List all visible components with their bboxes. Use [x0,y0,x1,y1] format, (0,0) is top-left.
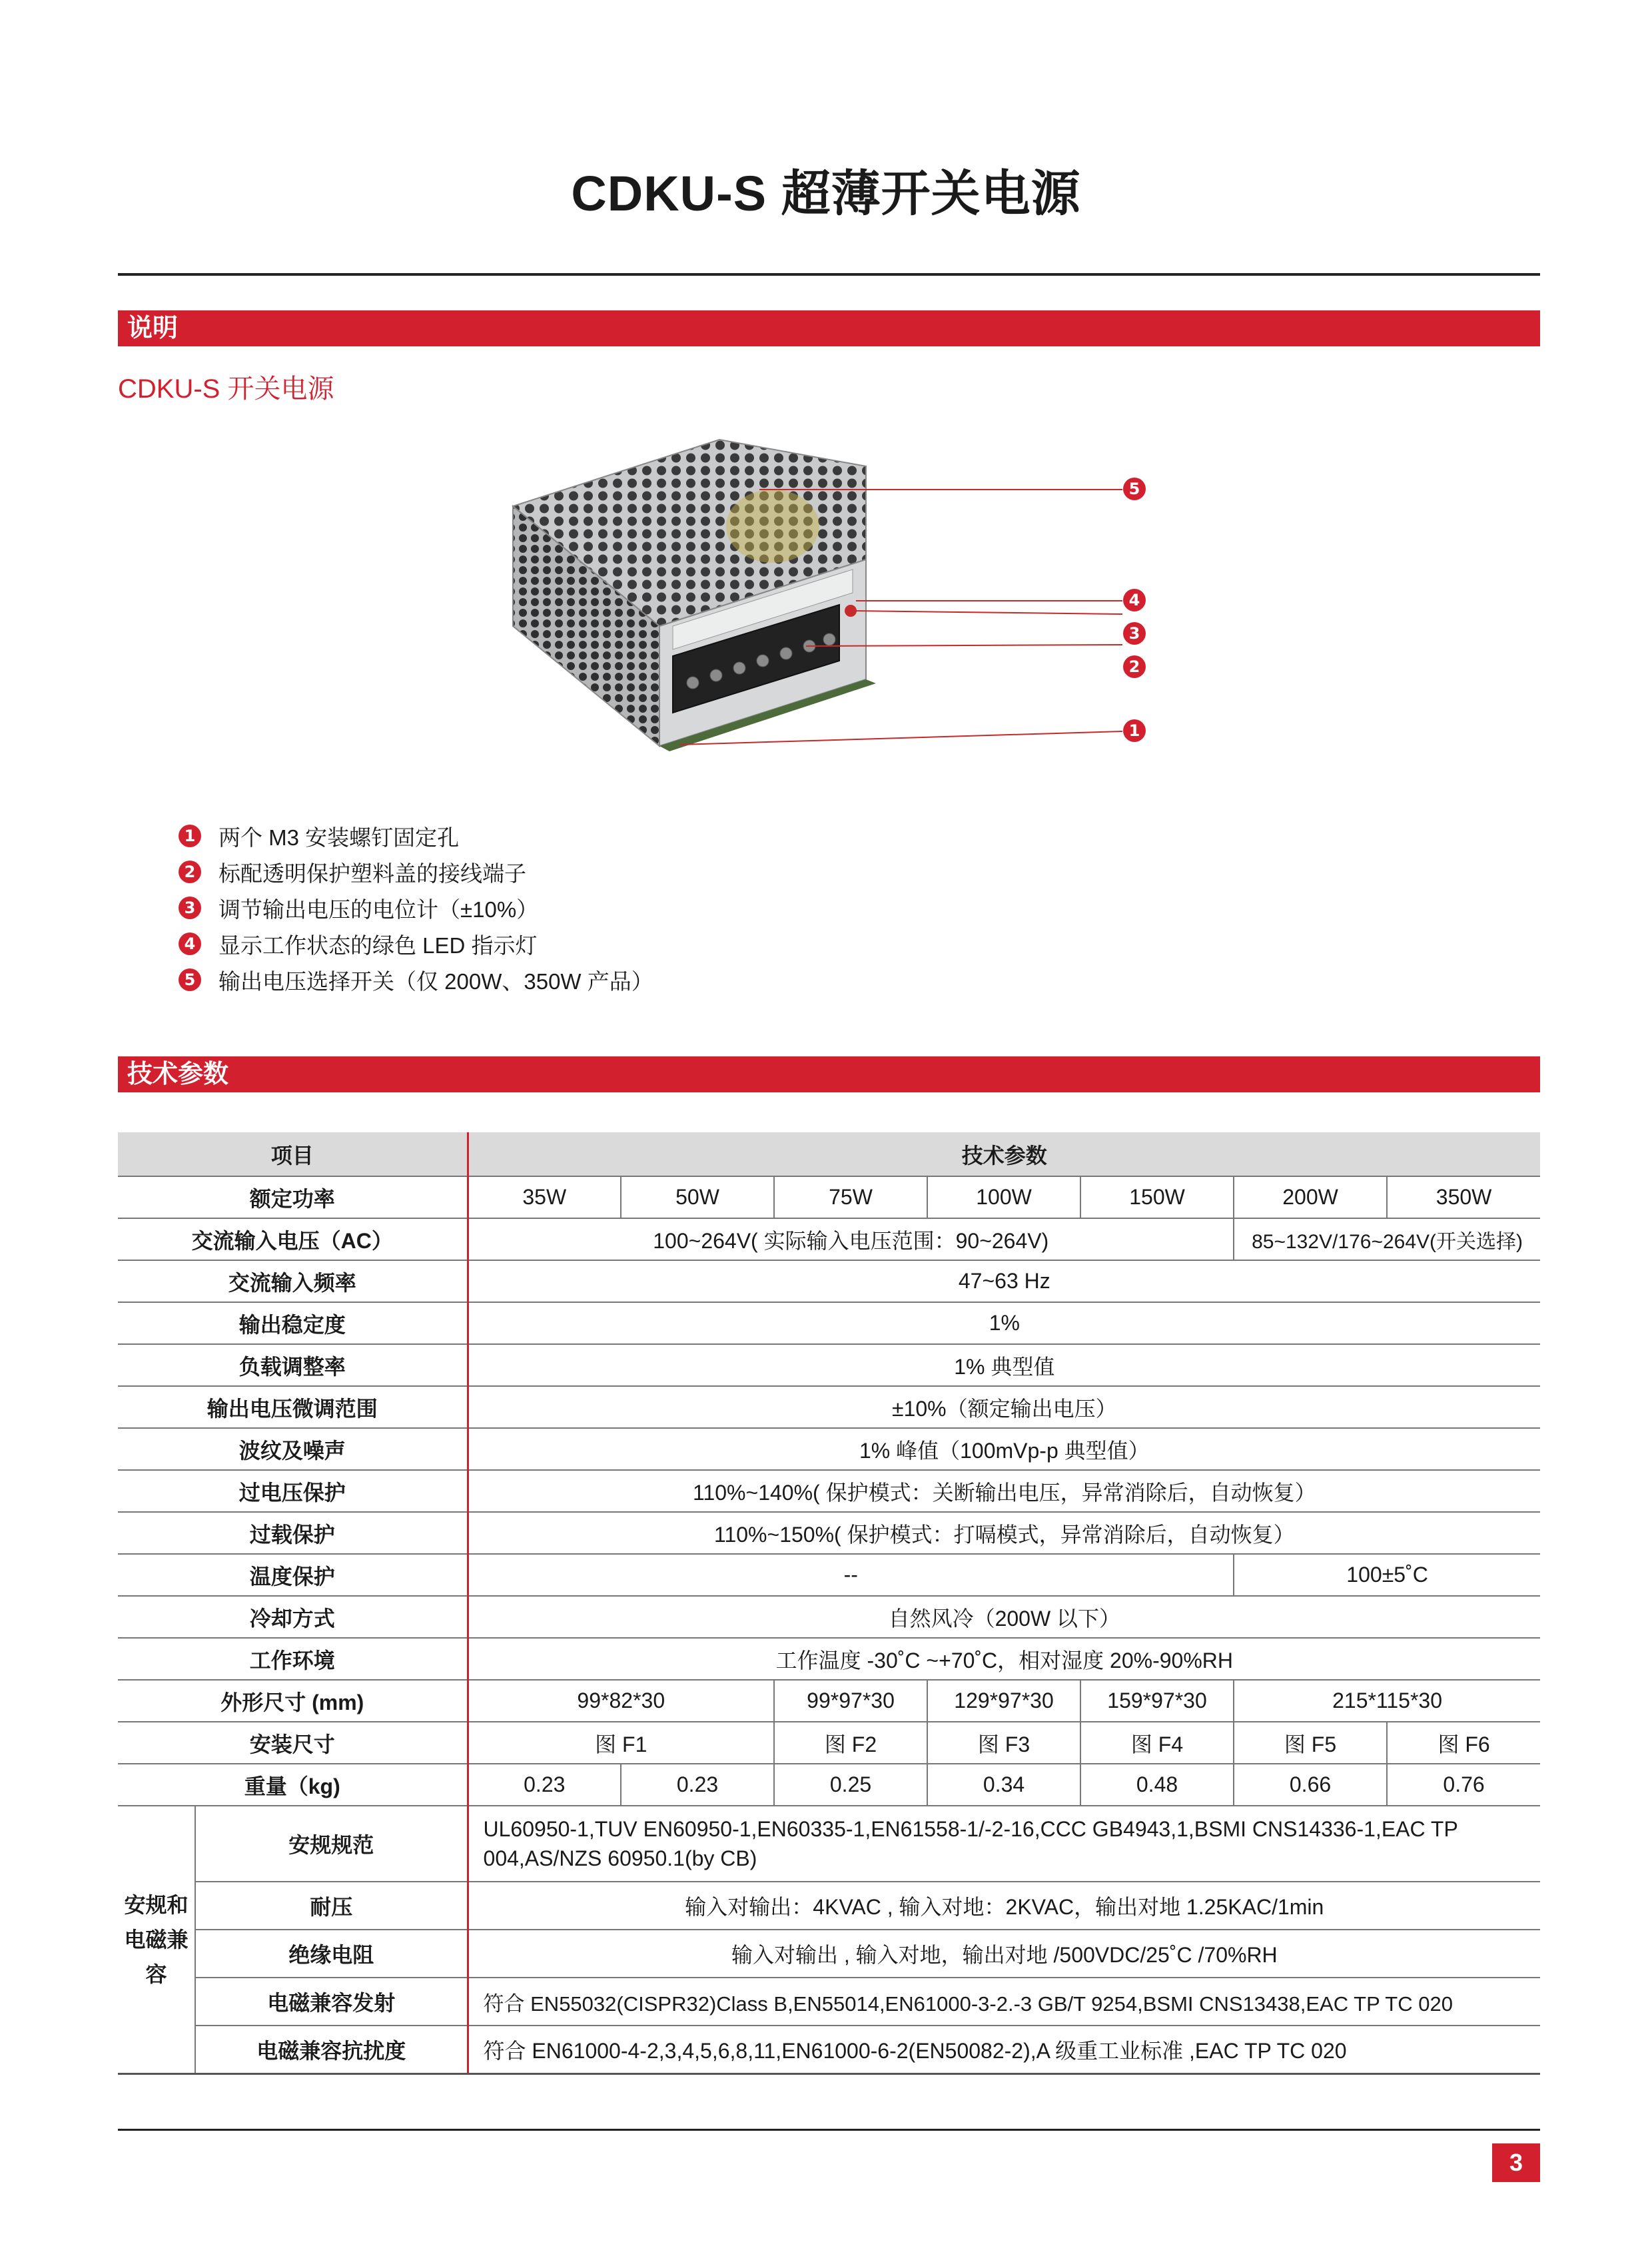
table-row: 外形尺寸 (mm) 99*82*30 99*97*30 129*97*30 159*97*30 215*115*30 [118,1680,1540,1722]
feature-item [179,962,653,998]
product-illustration [493,426,1159,786]
table-row: 输出电压微调范围 ±10%（额定输出电压） [118,1386,1540,1428]
table-row: 耐压 输入对输出：4KVAC , 输入对地：2KVAC，输出对地 1.25KAC/1min [118,1882,1540,1930]
product-subtitle: CDKU-S 开关电源 [118,374,334,404]
table-row: 额定功率 35W 50W 75W 100W 150W 200W 350W [118,1176,1540,1218]
spec-table [118,1132,1540,2075]
feature-item [179,818,653,854]
callout-3: 3 [1123,622,1146,645]
feature-number: 1 [179,825,201,847]
callout-2: 2 [1123,655,1146,678]
group-label: 安规和 电磁兼 容 [118,1806,195,2073]
table-row: 过载保护 110%~150%( 保护模式：打嗝模式，异常消除后，自动恢复） [118,1512,1540,1554]
table-row: 安规和 电磁兼 容 安规规范 UL60950-1,TUV EN60950-1,EN60335-1,EN61558-1/-2-16,CCC GB4943,1,BSMI CNS14336-1,EAC TP 004,AS/NZS 60950.1(by CB) [118,1806,1540,1882]
table-row: 电磁兼容抗扰度 符合 EN61000-4-2,3,4,5,6,8,11,EN61000-6-2(EN50082-2),A 级重工业标准 ,EAC TP TC 020 [118,2026,1540,2073]
feature-number: 5 [179,968,201,991]
table-row: 冷却方式 自然风冷（200W 以下） [118,1596,1540,1638]
table-row: 负载调整率 1% 典型值 [118,1344,1540,1386]
table-header-row [118,1132,1540,1176]
header-params: 技术参数 [468,1132,1540,1176]
table-row: 温度保护 -- 100±5˚C [118,1554,1540,1596]
page-number: 3 [1492,2143,1540,2182]
header-item: 项目 [118,1132,468,1176]
table-row: 绝缘电阻 输入对输出 , 输入对地，输出对地 /500VDC/25˚C /70%RH [118,1930,1540,1978]
table-row: 过电压保护 110%~140%( 保护模式：关断输出电压，异常消除后，自动恢复） [118,1470,1540,1512]
feature-text: 两个 M3 安装螺钉固定孔 [218,825,460,850]
feature-text: 调节输出电压的电位计（±10%） [218,897,539,922]
section-specs-header: 技术参数 [118,1056,1540,1092]
table-row: 工作环境 工作温度 -30˚C ~+70˚C，相对湿度 20%-90%RH [118,1638,1540,1680]
feature-text: 显示工作状态的绿色 LED 指示灯 [218,933,538,958]
page-title: CDKU-S 超薄开关电源 [571,166,1081,221]
section-intro-header: 说明 [118,310,1540,346]
table-row: 输出稳定度 1% [118,1302,1540,1344]
feature-text: 输出电压选择开关（仅 200W、350W 产品） [218,968,653,994]
power-supply-image [493,426,1159,786]
feature-list [179,818,653,998]
feature-number: 3 [179,897,201,919]
table-row: 电磁兼容发射 符合 EN55032(CISPR32)Class B,EN55014,EN61000-3-2.-3 GB/T 9254,BSMI CNS13438,EAC TP TC 020 [118,1978,1540,2026]
table-row: 安装尺寸 图 F1 图 F2 图 F3 图 F4 图 F5 图 F6 [118,1722,1540,1764]
bottom-divider [118,2129,1540,2131]
table-row: 波纹及噪声 1% 峰值（100mVp-p 典型值） [118,1428,1540,1470]
feature-item [179,854,653,890]
table-row: 交流输入频率 47~63 Hz [118,1260,1540,1302]
callout-1: 1 [1123,719,1146,742]
top-divider [118,273,1540,276]
callout-4: 4 [1123,589,1146,611]
callout-5: 5 [1123,478,1146,500]
feature-number: 2 [179,861,201,883]
feature-item [179,926,653,962]
table-row: 重量（kg) 0.23 0.23 0.25 0.34 0.48 0.66 0.76 [118,1764,1540,1806]
table-row: 交流输入电压（AC） 100~264V( 实际输入电压范围：90~264V) 85~132V/176~264V(开关选择) [118,1218,1540,1260]
feature-number: 4 [179,933,201,955]
feature-item [179,890,653,926]
feature-text: 标配透明保护塑料盖的接线端子 [218,861,526,886]
